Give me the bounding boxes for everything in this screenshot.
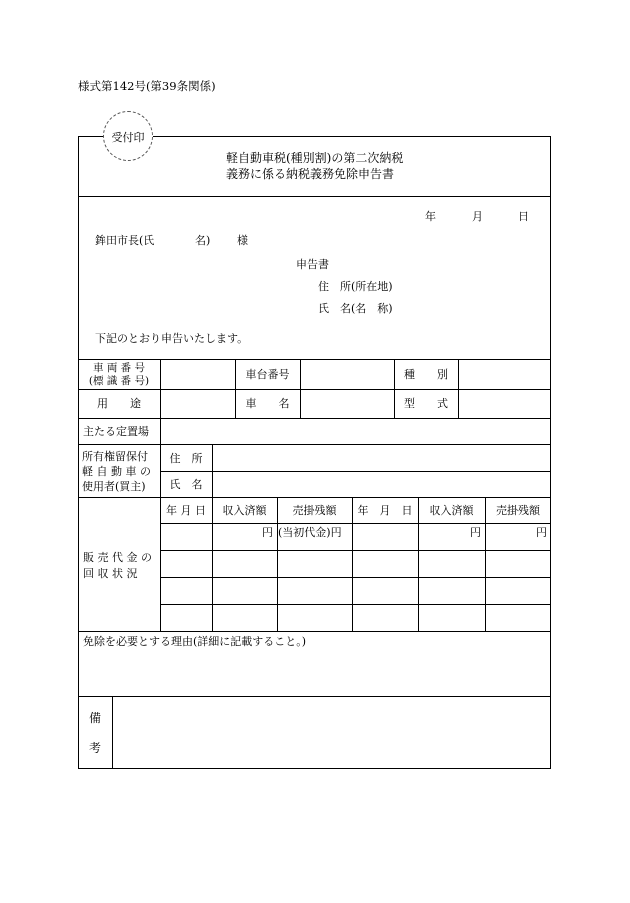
user-label-2: 軽 自 動 車 の: [82, 465, 151, 478]
col-header-received-1: 収入済額: [222, 504, 267, 517]
user-label-3: 使用者(買主): [82, 480, 146, 493]
vrule-col-1: [160, 497, 161, 631]
vrule-col-6: [485, 497, 486, 631]
storage-location-label: 主たる定置場: [83, 425, 149, 438]
rule-collection: [78, 631, 551, 632]
vrule-veh-4: [394, 359, 395, 418]
rule-vehicle-2: [78, 418, 551, 419]
remarks-label-2: 考: [88, 741, 101, 755]
remarks-label-1: 備: [88, 711, 101, 725]
declarant-address-label: 住 所(所在地): [318, 280, 393, 293]
stamp-label: 受付印: [111, 131, 145, 144]
vrule-col-3: [277, 497, 278, 631]
addressee-honorific: 様: [237, 234, 248, 247]
vehicle-plate-label: (標 識 番 号): [88, 375, 150, 387]
vrule-col-4: [352, 497, 353, 631]
vrule-remarks: [112, 696, 113, 769]
declarant-name-label: 氏 名(名 称): [318, 302, 393, 315]
vehicle-type-label: 種 別: [404, 368, 448, 381]
col-header-date-1: 年 月 日: [166, 504, 206, 517]
vrule-user-2: [212, 444, 213, 497]
vehicle-use-label: 用 途: [97, 397, 141, 410]
rule-col-row3: [160, 604, 551, 605]
date-month-label: 月: [472, 210, 483, 223]
addressee-prefix: 鉾田市長(氏: [95, 234, 155, 247]
vehicle-name-label: 車 名: [245, 397, 290, 410]
vrule-col-2: [212, 497, 213, 631]
rule-reason: [78, 696, 551, 697]
rule-col-head: [160, 523, 551, 524]
intro-text: 下記のとおり申告いたします。: [95, 332, 249, 345]
rule-col-row2: [160, 577, 551, 578]
user-label-1: 所有権留保付: [82, 450, 148, 463]
vrule-veh-1: [160, 359, 161, 418]
rule-vehicle-1: [78, 389, 551, 390]
yen-received-1: 円: [262, 526, 273, 539]
col-header-balance-2: 売掛残額: [496, 504, 540, 517]
collection-label-2: 回 収 状 況: [83, 567, 138, 580]
vrule-veh-2: [235, 359, 236, 418]
rule-user-mid: [160, 471, 551, 472]
rule-user: [78, 497, 551, 498]
yen-received-2: 円: [470, 526, 481, 539]
user-address-label: 住 所: [169, 452, 203, 465]
vrule-veh-5: [458, 359, 459, 418]
vehicle-model-label: 型 式: [404, 397, 448, 410]
form-frame: [78, 136, 551, 769]
vrule-storage: [160, 418, 161, 444]
initial-price-note: (当初代金)円: [278, 526, 342, 539]
addressee-suffix: 名): [195, 234, 211, 247]
date-year-label: 年: [425, 210, 436, 223]
reception-stamp: [103, 111, 153, 161]
exemption-reason-label: 免除を必要とする理由(詳細に記載すること。): [83, 635, 307, 648]
rule-col-row1: [160, 550, 551, 551]
col-header-balance-1: 売掛残額: [292, 504, 337, 517]
form-id: 様式第142号(第39条関係): [78, 79, 216, 93]
vrule-col-5: [418, 497, 419, 631]
rule-storage: [78, 444, 551, 445]
col-header-date-2: 年 月 日: [357, 504, 413, 517]
title-line-1: 軽自動車税(種別割)の第二次納税: [226, 151, 404, 165]
collection-label-1: 販 売 代 金 の: [83, 551, 152, 564]
declarant-heading: 申告書: [296, 258, 329, 271]
rule-header: [78, 196, 551, 197]
rule-declaration: [78, 359, 551, 360]
date-day-label: 日: [518, 210, 529, 223]
title-line-2: 義務に係る納税義務免除申告書: [226, 167, 395, 181]
vrule-veh-3: [300, 359, 301, 418]
chassis-number-label: 車台番号: [245, 368, 290, 381]
col-header-received-2: 収入済額: [429, 504, 474, 517]
yen-balance-2: 円: [536, 526, 547, 539]
user-name-label: 氏 名: [169, 478, 203, 491]
vehicle-number-label: 車 両 番 号: [92, 362, 145, 374]
